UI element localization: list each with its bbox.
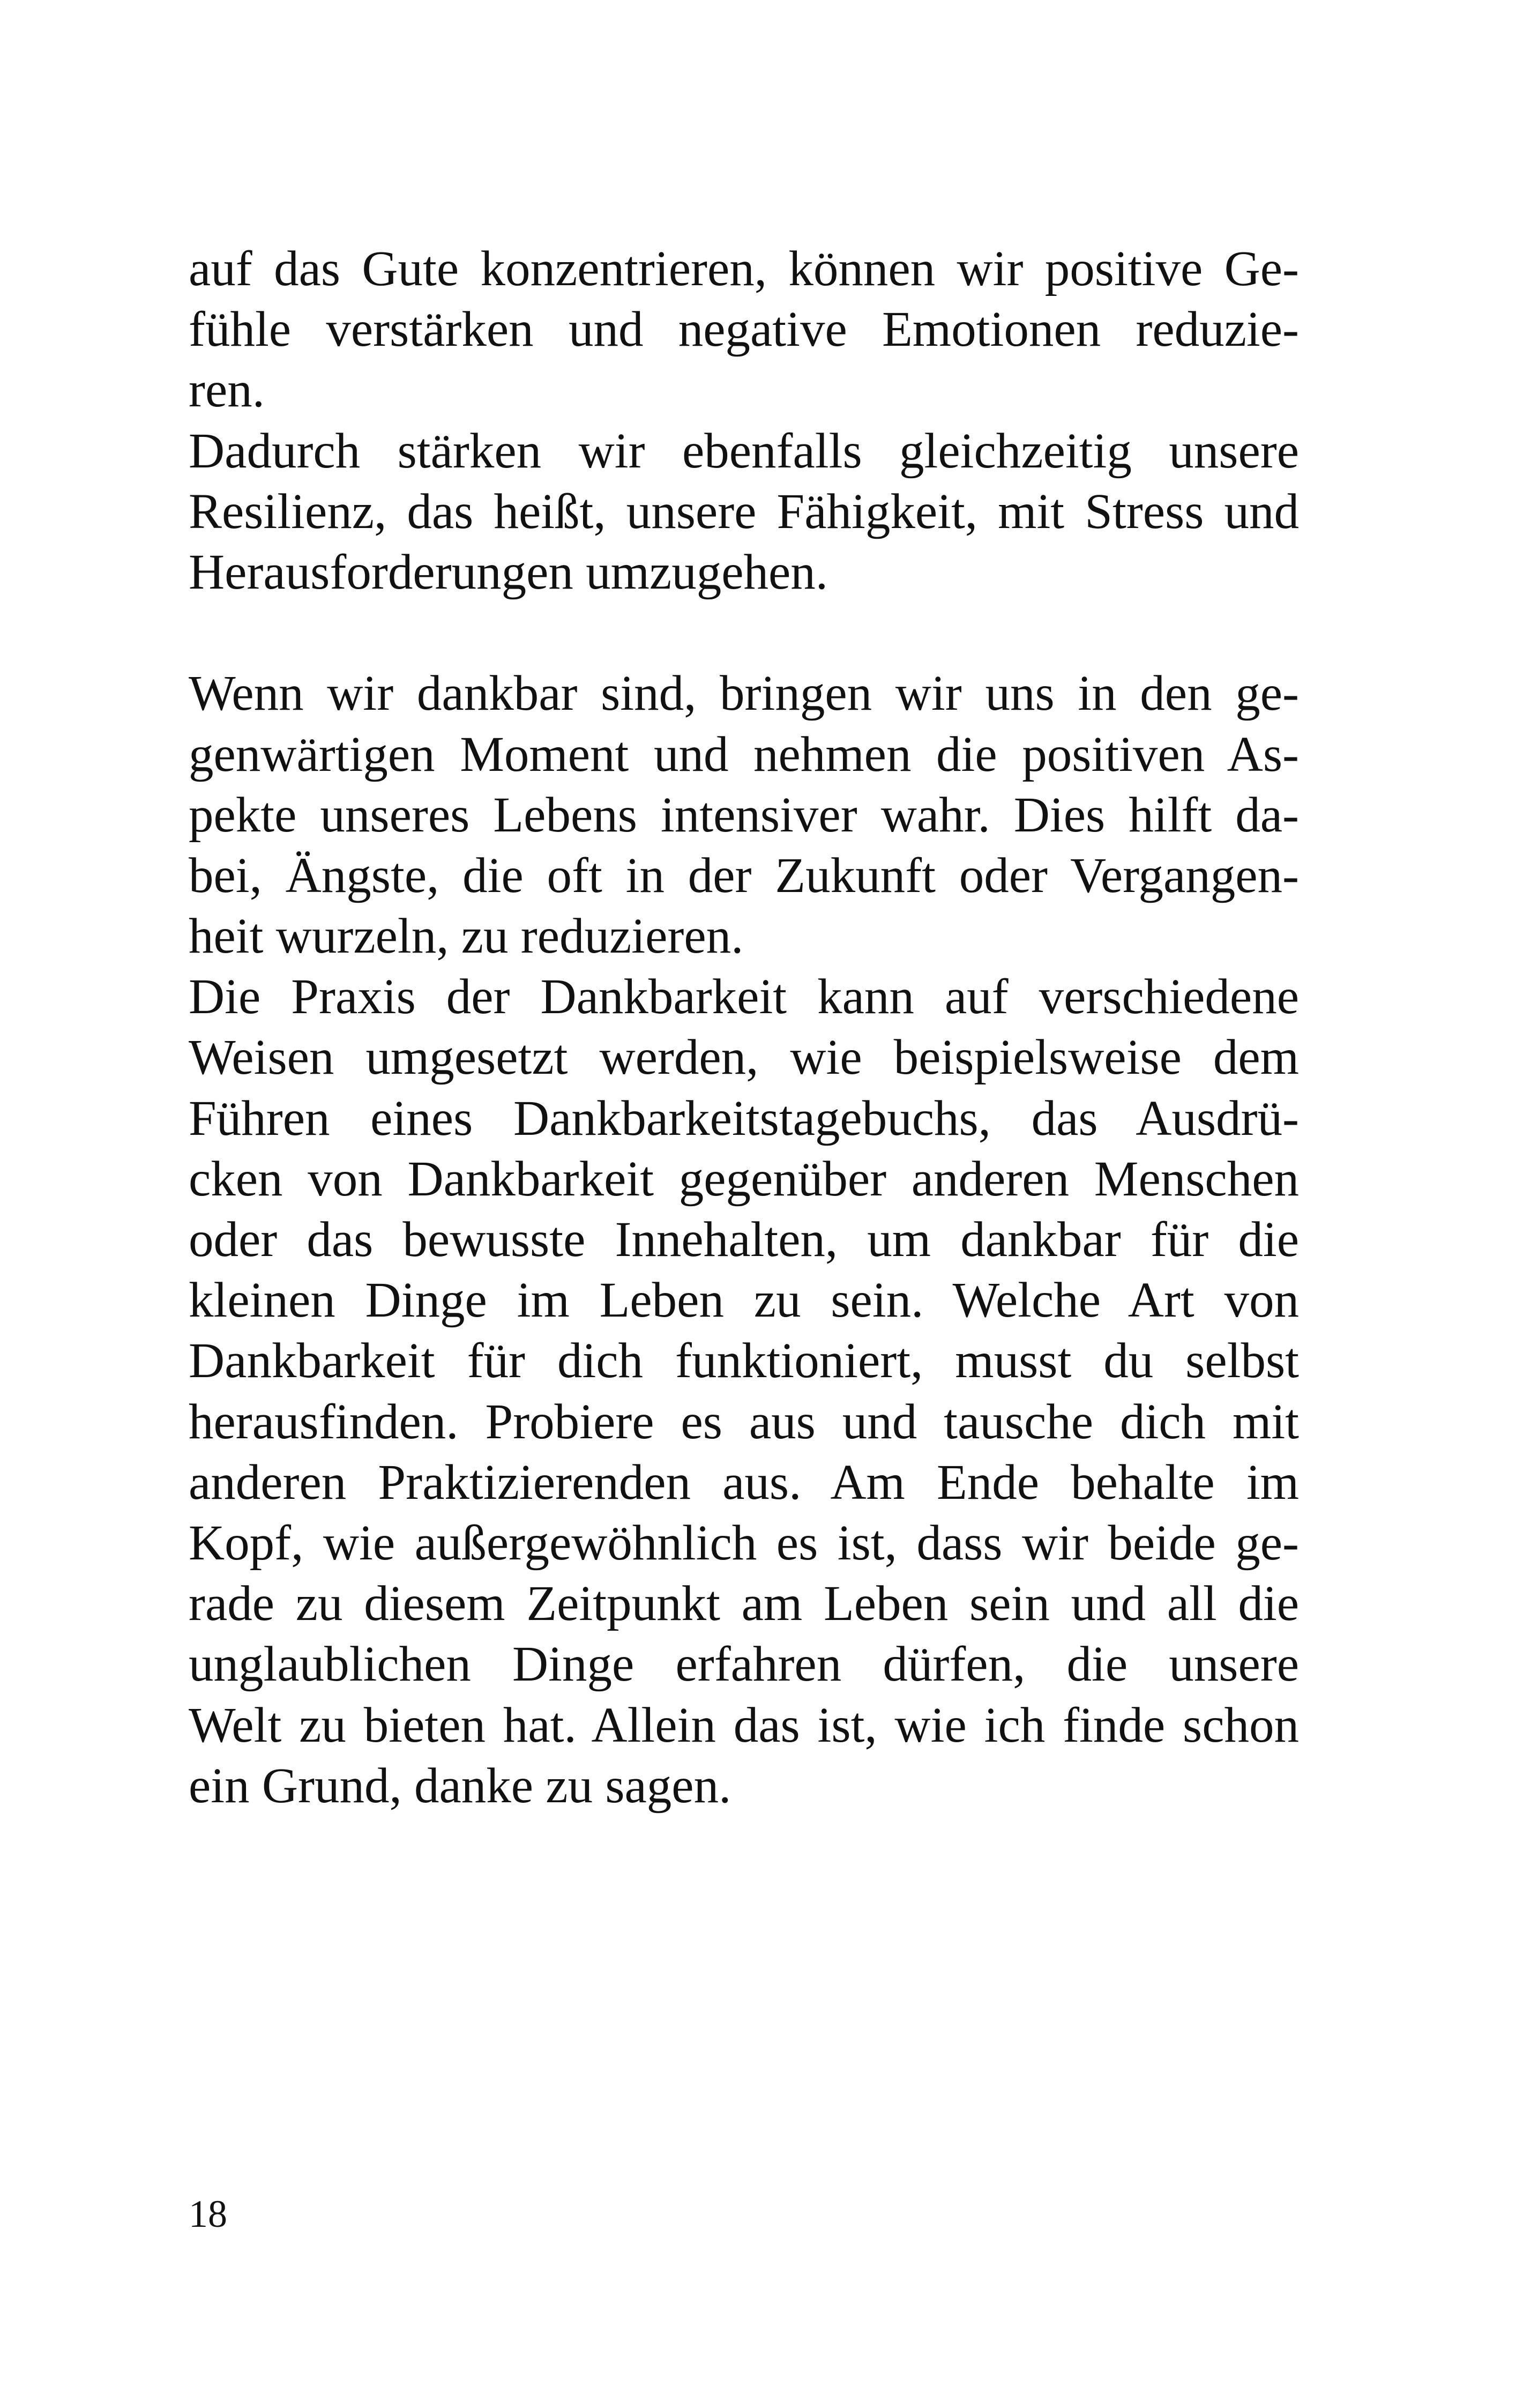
body-text [189,239,1299,1816]
text-line: ein Grund, danke zu sagen. [189,1758,731,1814]
paragraph [189,239,1299,421]
text-line: Dadurch stärken wir ebenfalls gleichzeitig unsere [189,423,1299,479]
text-line: Welt zu bieten hat. Allein das ist, wie ich finde schon [189,1697,1299,1753]
text-line: auf das Gute konzentrieren, können wir positive Ge- [189,241,1299,296]
page-number: 18 [189,2193,227,2235]
text-line: cken von Dankbarkeit gegenüber anderen Menschen [189,1151,1299,1207]
text-line: Resilienz, das heißt, unsere Fähigkeit, mit Stress und [189,484,1299,539]
text-line: pekte unseres Lebens intensiver wahr. Dies hilft da- [189,787,1299,843]
text-line: bei, Ängste, die oft in der Zukunft oder Vergangen- [189,848,1299,903]
text-line: Weisen umgesetzt werden, wie beispielsweise dem [189,1030,1299,1086]
text-line: anderen Praktizierenden aus. Am Ende behalte im [189,1454,1299,1510]
text-line: Führen eines Dankbarkeitstagebuchs, das Ausdrü- [189,1090,1299,1146]
text-line: Herausforderungen umzugehen. [189,544,828,600]
text-line: rade zu diesem Zeitpunkt am Leben sein und all die [189,1576,1299,1632]
text-line: heit wurzeln, zu reduzieren. [189,909,744,964]
text-line: genwärtigen Moment und nehmen die positiven As- [189,726,1299,782]
text-line: fühle verstärken und negative Emotionen reduzie- [189,302,1299,358]
text-line: oder das bewusste Innehalten, um dankbar für die [189,1212,1299,1267]
paragraph [189,421,1299,603]
paragraph [189,663,1299,967]
paragraph-spacer [189,603,1299,663]
text-line: Die Praxis der Dankbarkeit kann auf verschiedene [189,969,1299,1025]
paragraph [189,967,1299,1816]
text-line: unglaublichen Dinge erfahren dürfen, die unsere [189,1637,1299,1692]
text-line: herausfinden. Probiere es aus und tausche dich mit [189,1394,1299,1450]
text-line: Kopf, wie außergewöhnlich es ist, dass wir beide ge- [189,1515,1299,1571]
text-line: ren. [189,362,265,418]
text-line: Wenn wir dankbar sind, bringen wir uns in den ge- [189,666,1299,722]
text-line: kleinen Dinge im Leben zu sein. Welche Art von [189,1273,1299,1328]
text-line: Dankbarkeit für dich funktioniert, musst du selbst [189,1333,1299,1389]
